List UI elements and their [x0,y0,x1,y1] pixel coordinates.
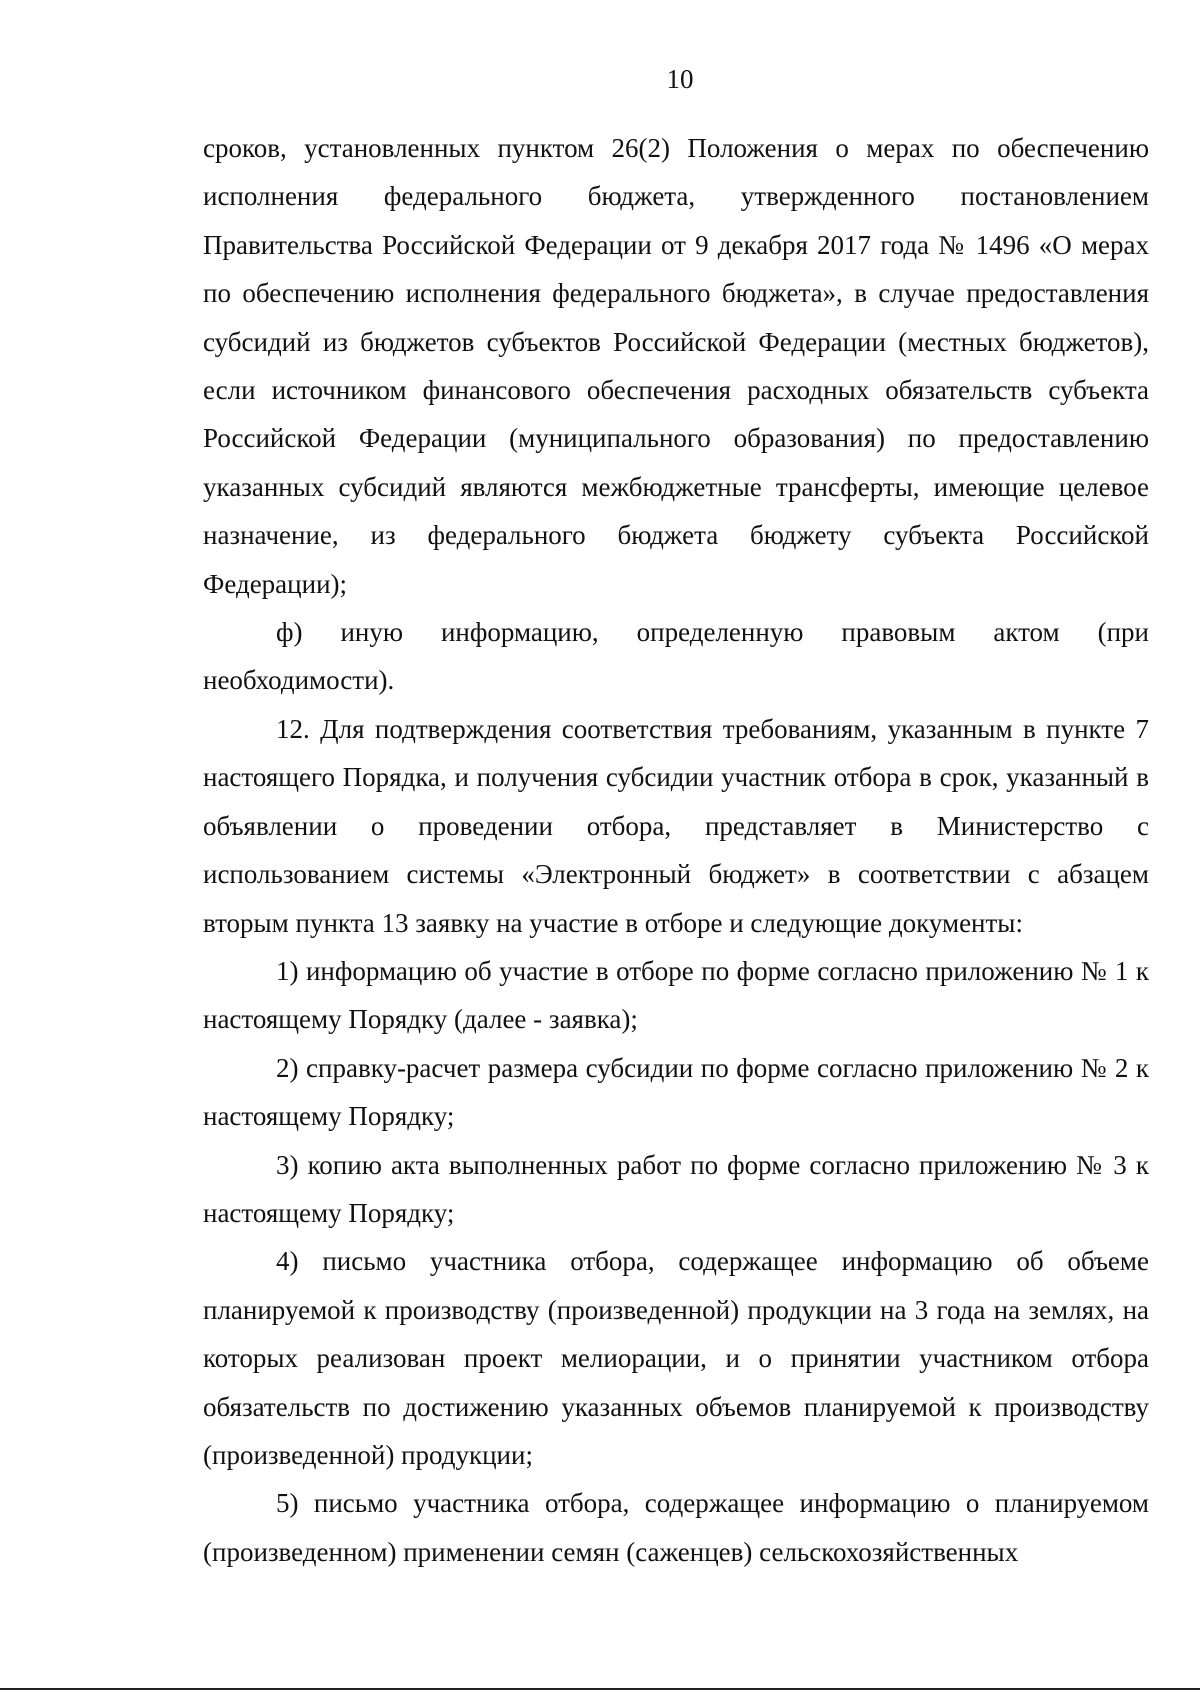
page-bottom-divider [0,1688,1200,1690]
paragraph-item-3: 3) копию акта выполненных работ по форме согласно приложению № 3 к настоящему Порядку; [203,1149,1149,1228]
paragraph-item-1: 1) информацию об участие в отборе по форме согласно приложению № 1 к настоящему Порядку (далее - заявка); [203,955,1149,1035]
paragraph-continuation: сроков, установленных пунктом 26(2) Положения о мерах по обеспечению исполнения федерального бюджета, утвержденного постановлением Правительства Российской Федерации от 9 декабря 2017 года № 1496 «О мерах по обеспечению исполнения федерального бюджета», в случае предоставления субсидий из бюджетов субъектов Российской Федерации (местных бюджетов), если источником финансового обеспечения расходных обязательств субъекта Российской Федерации (муниципального образования) по предоставлению указанных субсидий являются межбюджетные трансферты, имеющие целевое назначение, из федерального бюджета бюджету субъекта Российской Федерации); [203,133,1149,599]
document-body [203,124,1149,1576]
paragraph-item-f: ф) иную информацию, определенную правовым актом (при необходимости). [203,617,1149,696]
paragraph-item-2: 2) справку-расчет размера субсидии по форме согласно приложению № 2 к настоящему Порядку; [203,1052,1149,1132]
page-number: 10 [666,64,694,94]
paragraph-clause-12: 12. Для подтверждения соответствия требованиям, указанным в пункте 7 настоящего Порядка, и получения субсидии участник отбора в срок, указанный в объявлении о проведении отбора, представляет в Министерство с использованием системы «Электронный бюджет» в соответствии с абзацем вторым пункта 13 заявку на участие в отборе и следующие документы: [203,713,1149,938]
paragraph-item-4: 4) письмо участника отбора, содержащее информацию об объеме планируемой к производству (произведенной) продукции на 3 года на землях, на которых реализован проект мелиорации, и о принятии участником отбора обязательств по достижению указанных объемов планируемой к производству (произведенной) продукции; [203,1246,1149,1470]
paragraph-item-5: 5) письмо участника отбора, содержащее информацию о планируемом (произведенном) применении семян (саженцев) сельскохозяйственных [203,1488,1149,1567]
